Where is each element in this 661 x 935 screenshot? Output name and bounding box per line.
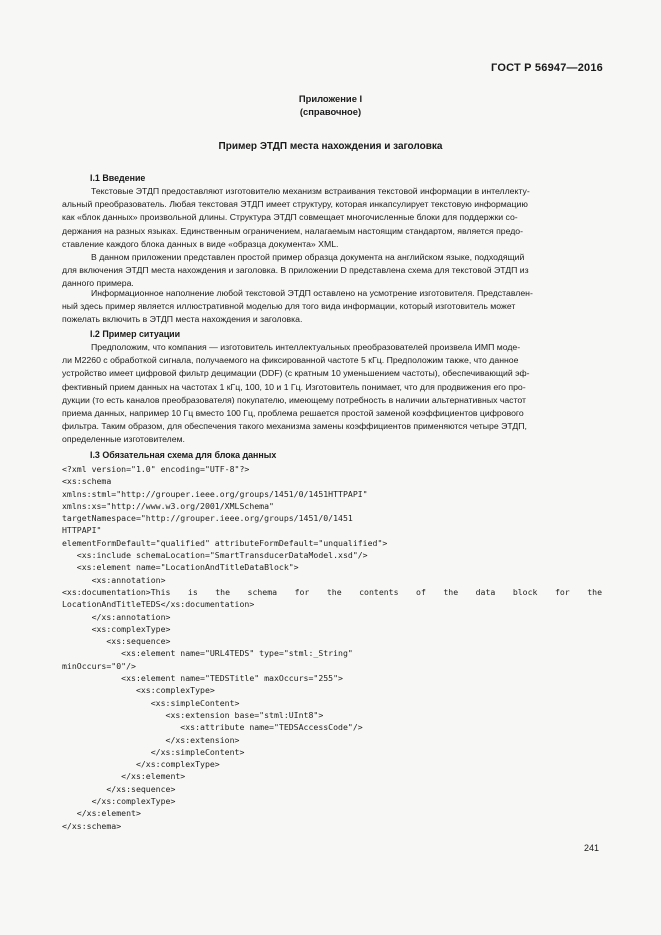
paragraph-line: ный здесь пример является иллюстративной моделью для того вида информации, который изготовитель может [62, 301, 516, 312]
paragraph-line: держания на разных языках. Единственным ограничением, налагаемым настоящим стандартом, является предо- [62, 225, 524, 236]
code-line: </xs:annotation> [62, 611, 171, 622]
code-line: elementFormDefault="qualified" attributeFormDefault="unqualified"> [62, 537, 388, 548]
paragraph-line: Текстовые ЭТДП предоставляют изготовителю механизм встраивания текстовой информации в интеллекту- [91, 186, 530, 196]
code-line: <xs:include schemaLocation="SmartTransducerDataModel.xsd"/> [62, 550, 368, 561]
paragraph-line: В данном приложении представлен простой пример образца документа на английском языке, подходящий [91, 252, 525, 262]
code-line: </xs:extension> [62, 734, 240, 745]
paragraph-line: как «блок данных» произвольной длины. Структура ЭТДП совмещает многочисленные блоки для поддержки со- [62, 212, 518, 223]
section-heading-situation: I.2 Пример ситуации [90, 329, 181, 339]
code-line: xmlns:xs="http://www.w3.org/2001/XMLSchema" [62, 500, 274, 511]
section-heading-introduction: I.1 Введение [90, 173, 146, 183]
page-number: 241 [583, 843, 599, 853]
code-line: <xs:simpleContent> [62, 697, 240, 708]
code-line: LocationAndTitleTEDS</xs:documentation> [62, 599, 255, 610]
code-line: <xs:complexType> [62, 685, 215, 696]
paragraph-line: определенные изготовителем. [62, 434, 185, 445]
paragraph-intro-1 [62, 185, 599, 251]
paragraph-situation [62, 341, 599, 447]
code-line: <xs:schema [62, 476, 112, 487]
paragraph-line: данного примера. [62, 278, 134, 289]
paragraph-line: Предположим, что компания — изготовитель интеллектуальных преобразователей произвела ИМП моде- [91, 342, 521, 352]
code-line: <xs:sequence> [62, 636, 171, 647]
xml-schema-code-block [62, 463, 602, 832]
paragraph-line: ли M2260 с обработкой сигнала, получаемого на фиксированной частоте 5 кГц. Предположим также, что данное [62, 355, 519, 366]
code-line: </xs:element> [62, 808, 141, 819]
code-line: <xs:attribute name="TEDSAccessCode"/> [62, 722, 363, 733]
paragraph-line: фективный прием данных на частотах 1 кГц, 100, 10 и 1 Гц. Изготовитель понимает, что для продвижения его про- [62, 381, 526, 392]
code-line: </xs:element> [62, 771, 186, 782]
code-line: <?xml version="1.0" encoding="UTF-8"?> [62, 464, 250, 474]
code-line: <xs:extension base="stml:UInt8"> [62, 709, 324, 720]
appendix-title: Пример ЭТДП места нахождения и заголовка [218, 141, 443, 152]
paragraph-line: Информационное наполнение любой текстовой ЭТДП оставлено на усмотрение изготовителя. Представлен- [91, 288, 533, 298]
appendix-label: Приложение I [298, 93, 363, 104]
paragraph-intro-3 [62, 287, 599, 327]
code-line: <xs:documentation>This is the schema for the contents of the data block for the [62, 586, 602, 597]
code-line: </xs:simpleContent> [62, 746, 245, 757]
code-line: targetNamespace="http://grouper.ieee.org/groups/1451/0/1451 [62, 513, 353, 524]
paragraph-line: ставление каждого блока данных в виде «образца документа» XML. [62, 238, 339, 249]
code-line: xmlns:stml="http://grouper.ieee.org/groups/1451/0/1451HTTPAPI" [62, 488, 368, 499]
paragraph-line: дукции (то есть каналов преобразователя) покупателю, имеющему потребность в наличии альтернативных частот [62, 394, 527, 405]
code-line: HTTPAPI" [62, 525, 102, 536]
code-line: <xs:element name="TEDSTitle" maxOccurs="255"> [62, 673, 343, 684]
code-line: <xs:element name="LocationAndTitleDataBlock"> [62, 562, 299, 573]
code-line: <xs:element name="URL4TEDS" type="stml:_String" [62, 648, 353, 659]
paragraph-line: фильтра. Таким образом, для обеспечения такого механизма замены коэффициентов применяются четыре ЭТДП, [62, 421, 527, 432]
paragraph-intro-2 [62, 251, 599, 291]
code-line: </xs:sequence> [62, 783, 176, 794]
paragraph-line: альный преобразователь. Любая текстовая ЭТДП имеет структуру, которая инкапсулирует текстовую информацию [62, 199, 528, 210]
code-line: </xs:complexType> [62, 796, 176, 807]
code-line: <xs:complexType> [62, 623, 171, 634]
appendix-note: (справочное) [299, 106, 362, 117]
standard-designation: ГОСТ Р 56947—2016 [491, 62, 603, 74]
paragraph-line: для включения ЭТДП места нахождения и заголовка. В приложении D представлена схема для текстовой ЭТДП из [62, 265, 529, 276]
code-line: <xs:annotation> [62, 574, 166, 585]
code-line: </xs:complexType> [62, 759, 220, 770]
paragraph-line: приема данных, например 10 Гц вместо 100 Гц, проблема решается простой заменой коэффициентов цифрового [62, 407, 524, 418]
paragraph-line: пожелать включить в ЭТДП места нахождения и заголовка. [62, 314, 303, 325]
code-line: </xs:schema> [62, 820, 122, 831]
paragraph-line: устройство имеет цифровой фильтр децимации (DDF) (с кратным 10 уменьшением частоты), обеспечивающий эф- [62, 368, 530, 379]
code-line: minOccurs="0"/> [62, 660, 136, 671]
section-heading-schema: I.3 Обязательная схема для блока данных [90, 450, 277, 460]
